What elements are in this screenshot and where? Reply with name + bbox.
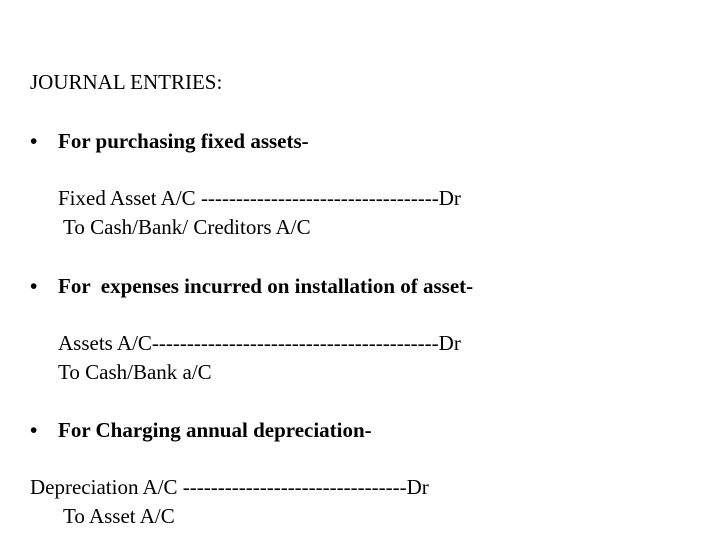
entry-title: For Charging annual depreciation- <box>58 418 372 442</box>
credit-line: To Asset A/C <box>63 504 175 528</box>
entry-title: For expenses incurred on installation of asset- <box>58 274 474 298</box>
debit-line: Assets A/C-----------------------------------------Dr <box>58 331 461 355</box>
entry-title: For purchasing fixed assets- <box>58 129 309 153</box>
bullet-icon: • <box>30 129 38 153</box>
credit-line: To Cash/Bank a/C <box>58 360 212 384</box>
debit-line: Fixed Asset A/C ----------------------------------Dr <box>58 186 461 210</box>
page-heading: JOURNAL ENTRIES: <box>30 70 223 94</box>
debit-line: Depreciation A/C --------------------------------Dr <box>30 475 429 499</box>
bullet-icon: • <box>30 418 38 442</box>
bullet-icon: • <box>30 274 38 298</box>
credit-line: To Cash/Bank/ Creditors A/C <box>63 215 311 239</box>
